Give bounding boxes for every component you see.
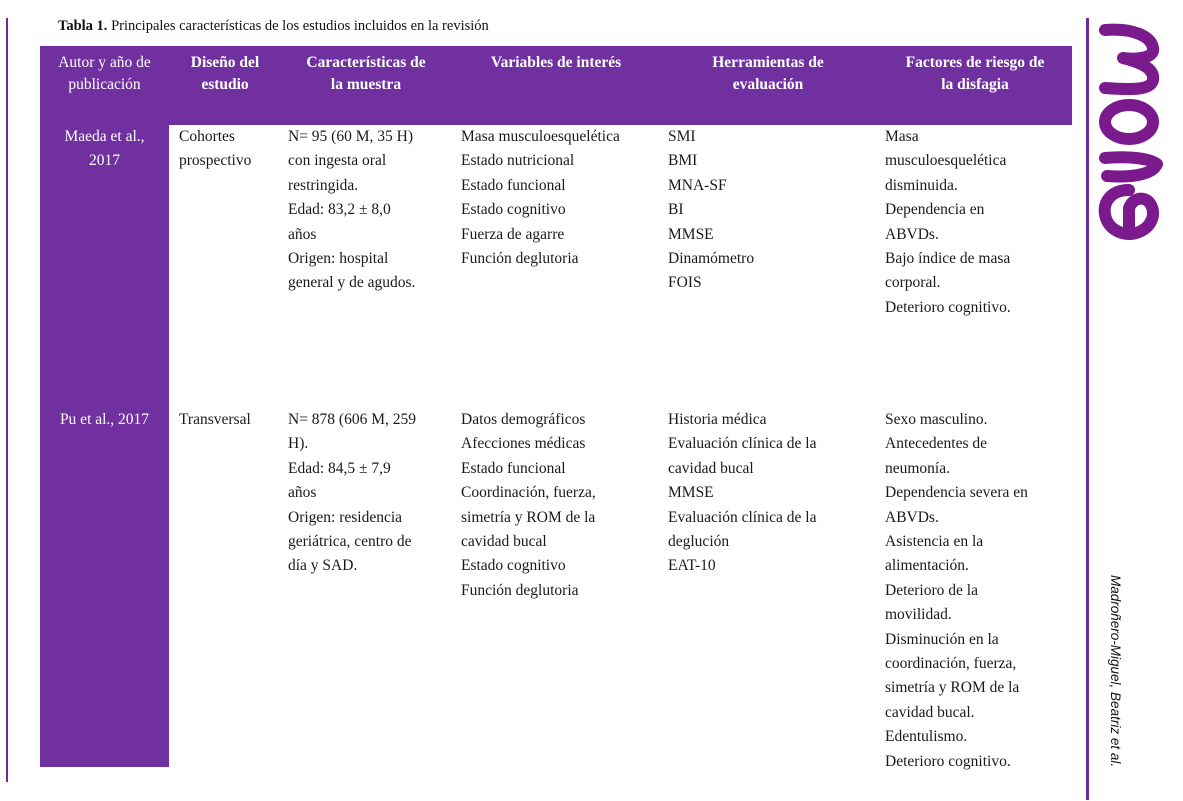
- cell-line: 2017: [89, 152, 120, 170]
- cell-line: años: [288, 484, 317, 502]
- cell-line: EAT-10: [668, 557, 716, 575]
- cell-line: alimentación.: [885, 557, 969, 575]
- cell-line: Estado cognitivo: [461, 201, 566, 219]
- right-border-rule: [1086, 18, 1089, 800]
- table-row-2-variables: [461, 408, 596, 603]
- cell-line: Estado cognitivo: [461, 557, 566, 575]
- cell-line: Maeda et al.,: [64, 128, 145, 145]
- header-line: Factores de riesgo de: [905, 54, 1045, 71]
- cell-line: Sexo masculino.: [885, 411, 988, 428]
- table-caption: [58, 18, 489, 35]
- cell-line: general y de agudos.: [288, 274, 416, 292]
- cell-line: H).: [288, 435, 309, 453]
- table-row-1-design: [179, 125, 251, 174]
- cell-line: Historia médica: [668, 411, 767, 428]
- header-line: publicación: [68, 76, 141, 93]
- cell-line: Edad: 84,5 ± 7,9: [288, 459, 391, 477]
- cell-line: MMSE: [668, 484, 714, 502]
- cell-line: corporal.: [885, 274, 941, 292]
- cell-line: Edad: 83,2 ± 8,0: [288, 201, 391, 219]
- cell-line: deglución: [668, 533, 730, 551]
- cell-line: Asistencia en la: [885, 533, 984, 551]
- table-row-1-risk-factors: [885, 125, 1011, 320]
- cell-line: Coordinación, fuerza,: [461, 484, 596, 502]
- cell-line: MNA-SF: [668, 176, 727, 194]
- header-study-design: [171, 52, 279, 96]
- cell-line: ABVDs.: [885, 225, 939, 243]
- cell-line: Antecedentes de: [885, 435, 987, 453]
- table-row-1-variables: [461, 125, 620, 271]
- table-row-2-tools: [668, 408, 816, 579]
- cell-line: Bajo índice de masa: [885, 250, 1011, 268]
- cell-line: Función deglutoria: [461, 581, 579, 599]
- cell-line: restringida.: [288, 176, 359, 194]
- caption-text: Principales características de los estudios incluidos en la revisión: [111, 18, 489, 34]
- cell-line: disminuida.: [885, 176, 958, 194]
- cell-line: Afecciones médicas: [461, 435, 586, 453]
- table-row-1-author: [40, 125, 169, 174]
- cell-line: Estado funcional: [461, 176, 566, 194]
- cell-line: años: [288, 225, 317, 243]
- cell-line: Fuerza de agarre: [461, 225, 565, 243]
- cell-line: Deterioro cognitivo.: [885, 298, 1011, 316]
- cell-line: BI: [668, 201, 684, 219]
- cell-line: Datos demográficos: [461, 411, 586, 428]
- cell-line: MMSE: [668, 225, 714, 243]
- table-row-1-tools: [668, 125, 754, 296]
- cell-line: ABVDs.: [885, 508, 939, 526]
- header-assessment-tools: [664, 52, 872, 96]
- cell-line: N= 878 (606 M, 259: [288, 411, 417, 428]
- header-risk-factors: [880, 52, 1070, 96]
- header-sample-characteristics: [283, 52, 449, 96]
- cell-line: SMI: [668, 128, 696, 145]
- cell-line: Función deglutoria: [461, 250, 579, 268]
- table-row-1-sample: [288, 125, 415, 296]
- header-line: evaluación: [732, 76, 804, 93]
- cell-line: cavidad bucal: [461, 533, 547, 551]
- header-line: la disfagia: [941, 76, 1009, 93]
- cell-line: Origen: hospital: [288, 250, 389, 268]
- author-credit: Madroñero-Miguel, Beatriz et al.: [1108, 575, 1123, 768]
- cell-line: Dependencia en: [885, 201, 985, 219]
- cell-line: N= 95 (60 M, 35 H): [288, 128, 413, 145]
- cell-line: Dinamómetro: [668, 250, 755, 268]
- cell-line: Deterioro cognitivo.: [885, 752, 1011, 770]
- cell-line: prospectivo: [179, 152, 252, 170]
- cell-line: Pu et al., 2017: [59, 411, 150, 428]
- cell-line: Origen: residencia: [288, 508, 403, 526]
- cell-line: Deterioro de la: [885, 581, 978, 599]
- cell-line: cavidad bucal.: [885, 703, 975, 721]
- cell-line: Edentulismo.: [885, 728, 968, 746]
- header-line: Diseño del: [190, 54, 260, 71]
- cell-line: simetría y ROM de la: [885, 679, 1020, 697]
- cell-line: coordinación, fuerza,: [885, 655, 1017, 673]
- header-line: Variables de interés: [490, 54, 622, 71]
- cell-line: día y SAD.: [288, 557, 358, 575]
- header-variables: [460, 52, 652, 74]
- cell-line: Dependencia severa en: [885, 484, 1028, 502]
- cell-line: Evaluación clínica de la: [668, 508, 817, 526]
- header-line: Autor y año de: [58, 54, 151, 71]
- cell-line: simetría y ROM de la: [461, 508, 596, 526]
- cell-line: BMI: [668, 152, 698, 170]
- header-line: estudio: [201, 76, 249, 93]
- cell-line: Masa: [885, 128, 919, 145]
- cell-line: geriátrica, centro de: [288, 533, 412, 551]
- cell-line: FOIS: [668, 274, 702, 292]
- table-row-2-risk-factors: [885, 408, 1028, 774]
- header-author-year: [40, 52, 169, 96]
- table-row-2-sample: [288, 408, 416, 579]
- cell-line: movilidad.: [885, 606, 952, 624]
- cell-line: cavidad bucal: [668, 459, 754, 477]
- header-line: Herramientas de: [712, 54, 824, 71]
- cell-line: Transversal: [179, 411, 251, 428]
- left-border-rule: [6, 18, 8, 782]
- header-line: la muestra: [330, 76, 402, 93]
- cell-line: neumonía.: [885, 459, 950, 477]
- cell-line: musculoesquelética: [885, 152, 1007, 170]
- header-line: Características de: [306, 54, 426, 71]
- table-row-2-design: [179, 408, 251, 432]
- cell-line: Masa musculoesquelética: [461, 128, 620, 145]
- cell-line: Cohortes: [179, 128, 235, 145]
- table-row-2-author: [40, 408, 169, 432]
- cell-line: Disminución en la: [885, 630, 999, 648]
- cell-line: Estado nutricional: [461, 152, 575, 170]
- caption-label: Tabla 1.: [58, 18, 108, 34]
- cell-line: Evaluación clínica de la: [668, 435, 817, 453]
- cell-line: Estado funcional: [461, 459, 566, 477]
- author-column-band: [40, 125, 169, 767]
- cell-line: con ingesta oral: [288, 152, 387, 170]
- journal-logo: [1093, 18, 1165, 246]
